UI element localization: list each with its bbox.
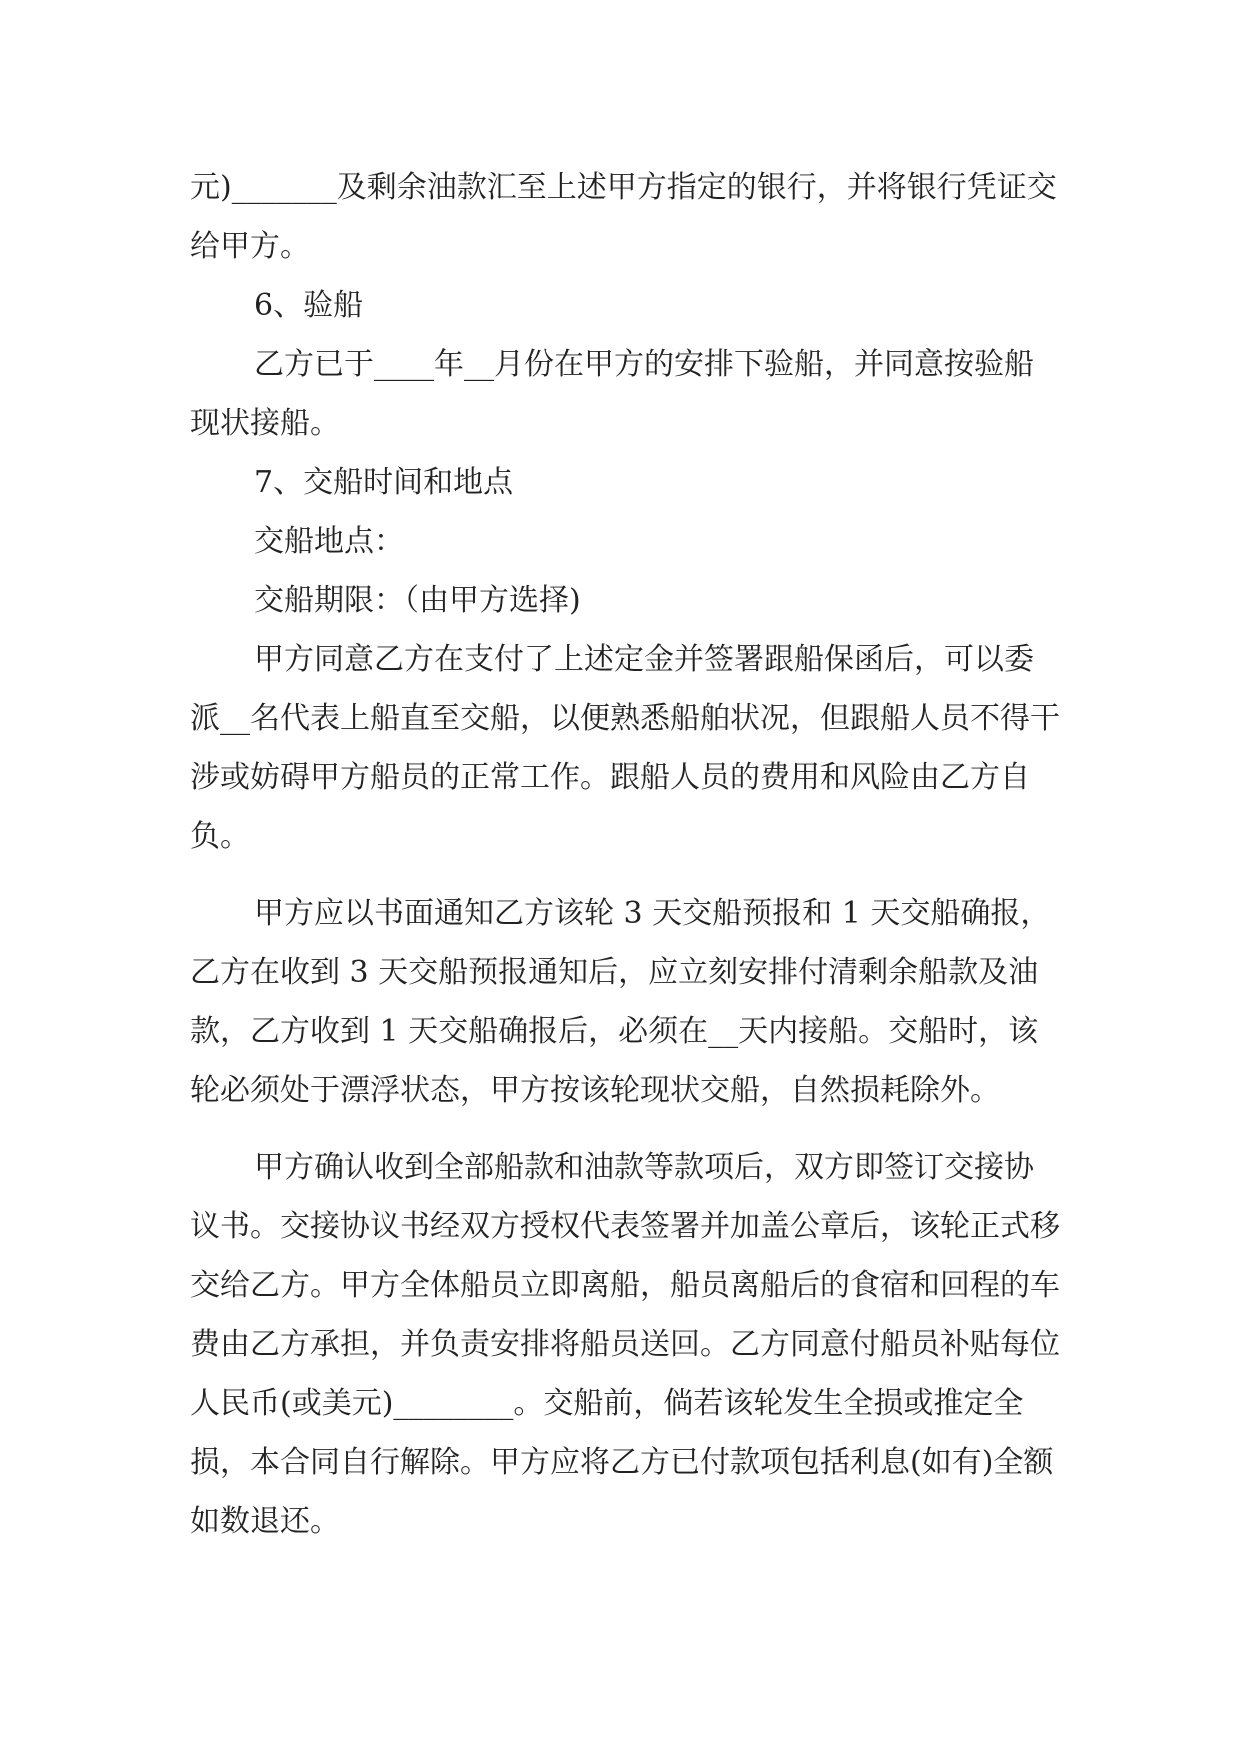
document-body bbox=[190, 158, 1060, 1551]
paragraph-delivery-notice: 甲方应以书面通知乙方该轮 3 天交船预报和 1 天交船确报，乙方在收到 3 天交船预报通知后，应立刻安排付清剩余船款及油款，乙方收到 1 天交船确报后，必须在__天内接船。交船时，该轮必须处于漂浮状态，甲方按该轮现状交船，自然损耗除外。 bbox=[190, 896, 1051, 1108]
paragraph-inspection-date: 乙方已于____年__月份在甲方的安排下验船，并同意按验船现状接船。 bbox=[190, 347, 1034, 441]
paragraph-bank-transfer: 元)_______及剩余油款汇至上述甲方指定的银行，并将银行凭证交给甲方。 bbox=[190, 170, 1057, 264]
paragraph-delivery-place: 交船地点： bbox=[254, 524, 404, 559]
paragraph-handover-agreement: 甲方确认收到全部船款和油款等款项后，双方即签订交接协议书。交接协议书经双方授权代表签署并加盖公章后，该轮正式移交给乙方。甲方全体船员立即离船，船员离船后的食宿和回程的车费由乙方承担，并负责安排将船员送回。乙方同意付船员补贴每位人民币(或美元)________。交船前，倘若该轮发生全损或推定全损，本合同自行解除。甲方应将乙方已付款项包括利息(如有)全额如数退还。 bbox=[190, 1150, 1060, 1539]
paragraph-representatives: 甲方同意乙方在支付了上述定金并签署跟船保函后，可以委派__名代表上船直至交船，以便熟悉船舶状况，但跟船人员不得干涉或妨碍甲方船员的正常工作。跟船人员的费用和风险由乙方自负。 bbox=[190, 642, 1060, 854]
heading-delivery-time-place: 7、交船时间和地点 bbox=[254, 465, 514, 500]
paragraph-delivery-term: 交船期限：（由甲方选择) bbox=[254, 583, 581, 618]
heading-ship-inspection: 6、验船 bbox=[254, 288, 364, 323]
